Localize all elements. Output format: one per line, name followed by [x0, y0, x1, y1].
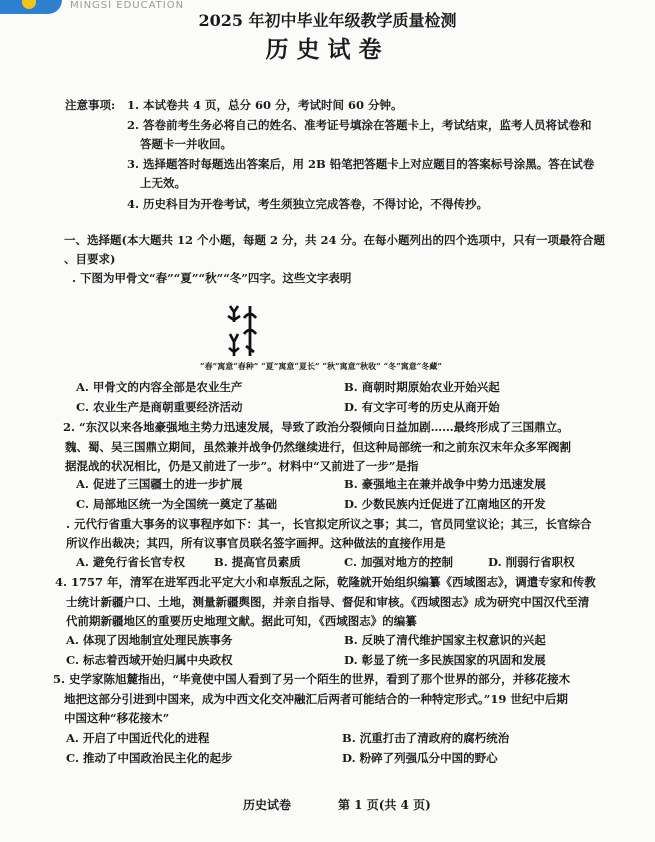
- q5-stem-2: 地把这部分引进到中国来，成为中西文化交冲融汇后两者可能结合的一种特定形式。”19 世纪中后期: [64, 692, 568, 706]
- q1-option-a: A. 甲骨文的内容全部是农业生产: [76, 380, 243, 394]
- q2-option-d: D. 少数民族内迁促进了江南地区的开发: [344, 497, 546, 511]
- notice-item-3: 3. 选择题答时每题选出答案后，用 2B 铅笔把答题卡上对应题目的答案标号涂黑。答在试卷: [127, 157, 595, 171]
- notice-item-1: 1. 本试卷共 4 页，总分 60 分，考试时间 60 分钟。: [127, 98, 403, 112]
- q4-option-d: D. 彰显了统一多民族国家的巩固和发展: [344, 653, 546, 667]
- section-header: 一、选择题(本大题共 12 个小题，每题 2 分，共 24 分。在每小题列出的四个选项中，只有一项最符合题: [64, 233, 605, 247]
- q1-image-caption: “春”寓意“春种” “夏”寓意“夏长” “秋”寓意“秋收” “冬”寓意“冬藏”: [200, 361, 442, 371]
- q5-option-c: C. 推动了中国政治民主化的起步: [66, 751, 233, 765]
- q5-stem-1: 5. 史学家陈旭麓指出，“毕竟使中国人看到了另一个陌生的世界，看到了那个世界的部分，并移花接木: [53, 672, 571, 686]
- q1-option-c: C. 农业生产是商朝重要经济活动: [76, 400, 243, 414]
- q2-stem-3: 据混战的状况相比，仍是又前进了一步”。材料中“又前进了一步”是指: [65, 459, 419, 473]
- footer-subject: 历史试卷: [243, 798, 292, 812]
- notice-item-4: 4. 历史科目为开卷考试，考生须独立完成答卷，不得讨论，不得传抄。: [127, 197, 489, 211]
- q1-stem: . 下图为甲骨文“春”“夏”“秋”“冬”四字。这些文字表明: [72, 271, 352, 285]
- q3-stem-1: . 元代行省重大事务的议事程序如下：其一，长官拟定所议之事；其二，官员同堂议论；其三，长官综合: [66, 517, 592, 531]
- q4-stem-2: 士统计新疆户口、土地，测量新疆舆图，并亲自指导、督促和审核。《西域图志》成为研究中国汉代至清: [66, 595, 590, 609]
- oracle-bone-characters-icon: [224, 300, 264, 360]
- logo-text: MINGSI EDUCATION: [70, 0, 185, 11]
- q3-option-d: D. 削弱行省职权: [488, 555, 575, 569]
- footer-page-number: 第 1 页(共 4 页): [338, 798, 431, 812]
- q2-option-b: B. 豪强地主在兼并战争中势力迅速发展: [344, 477, 546, 491]
- q5-option-b: B. 沉重打击了清政府的腐朽统治: [342, 731, 510, 745]
- q1-option-d: D. 有文字可考的历史从商开始: [344, 400, 500, 414]
- q1-option-b: B. 商朝时期原始农业开始兴起: [344, 380, 500, 394]
- q3-option-a: A. 避免行省长官专权: [76, 555, 185, 569]
- q4-option-c: C. 标志着西域开始归属中央政权: [66, 653, 233, 667]
- notice-item-2: 2. 答卷前考生务必将自己的姓名、准考证号填涂在答题卡上，考试结束，监考人员将试卷和: [127, 118, 592, 132]
- section-header-cont: 、目要求): [64, 252, 116, 266]
- notice-item-3-cont: 上无效。: [140, 176, 186, 190]
- q5-option-a: A. 开启了中国近代化的进程: [66, 731, 210, 745]
- subject-title: 历史试卷: [265, 36, 390, 63]
- q4-option-a: A. 体现了因地制宜处理民族事务: [66, 633, 233, 647]
- q4-option-b: B. 反映了清代维护国家主权意识的兴起: [344, 633, 546, 647]
- notice-item-2-cont: 答题卡一并收回。: [140, 137, 232, 151]
- q3-stem-2: 所议作出裁决；其四，所有议事官员联名签字画押。这种做法的直接作用是: [66, 536, 446, 550]
- q4-stem-3: 代前期新疆地区的重要历史地理文献。据此可知，《西域图志》的编纂: [66, 614, 417, 628]
- q2-option-c: C. 局部地区统一为全国统一奠定了基础: [76, 497, 277, 511]
- exam-title: 2025 年初中毕业年级教学质量检测: [198, 11, 457, 30]
- q2-option-a: A. 促进了三国疆土的进一步扩展: [76, 477, 243, 491]
- q4-stem-1: 4. 1757 年，清军在进军西北平定大小和卓叛乱之际，乾隆就开始组织编纂《西域图志》，调遣专家和传教: [55, 575, 596, 589]
- q2-stem-1: 2. “东汉以来各地豪强地主势力迅速发展，导致了政治分裂倾向日益加剧……最终形成了三国鼎立。: [63, 420, 569, 434]
- q3-option-b: B. 提高官员素质: [214, 555, 301, 569]
- q5-option-d: D. 粉碎了列强瓜分中国的野心: [342, 751, 498, 765]
- q5-stem-3: 中国这种“移花接木”: [64, 711, 170, 725]
- notice-label: 注意事项:: [65, 98, 116, 112]
- q3-option-c: C. 加强对地方的控制: [344, 555, 453, 569]
- q2-stem-2: 魏、蜀、吴三国鼎立期间，虽然兼并战争仍然继续进行，但这种局部统一和之前东汉末年众多军阀割: [65, 440, 571, 454]
